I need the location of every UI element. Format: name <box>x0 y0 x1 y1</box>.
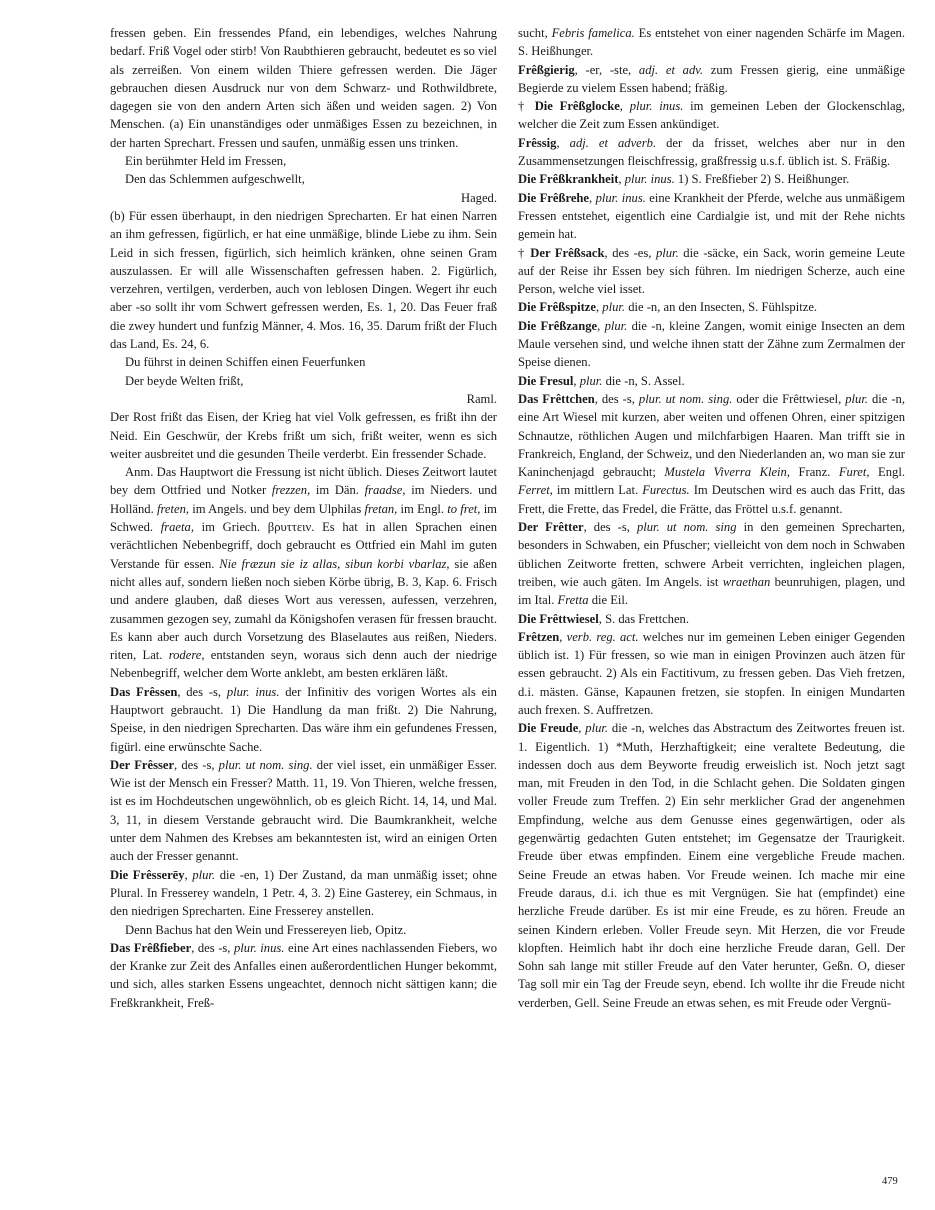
verse-line: Ein berühmter Held im Fressen, <box>125 154 287 169</box>
paragraph: Der Rost frißt das Eisen, der Krieg hat viel Volk gefressen, es frißt ihn der Neid. Ein Geschwür, der Krebs frißt um sich, frißt weiter, wenn es sich weiter ausbreitet und die gesunden Theile verderbt. Ein fressender Schade. <box>110 410 497 461</box>
paragraph: Die Fresul, plur. die -n, S. Assel. <box>518 373 685 388</box>
paragraph: fressen geben. Ein fressendes Pfand, ein lebendiges, welches Nahrung bedarf. Friß Vogel oder stirb! Von Raubthieren gebraucht, bedeutet es so viel als zerreißen. Von einem wilden Thiere gefressen werden. Die Jäger gebrauchen diesen Ausdruck nur von dem Schwarz- und Rothwildbrete, dagegen sie von den andern Arten sich äßen und weiden sagen. 2) Von Menschen. (a) Ein unanständiges oder unmäßiges Essen zu bezeichnen, in der harten Sprechart. Fressen und saufen, unmäßig essen uns trinken. <box>110 26 497 150</box>
paragraph: (b) Für essen überhaupt, in den niedrigen Sprecharten. Er hat einen Narren an ihm gefressen, figürlich, er hat eine unmäßige, blinde Liebe zu ihm. Sein Leid in sich fressen, figürlich, sich heimlich kränken, ohne seinen Gram auszulassen. Er will alle Wissenschaften gefressen haben. 2. Figürlich, verzehren, vertilgen, verderben, auch von leblosen Dingen. Wegert ihr euch aber -so sollt ihr vom Schwert gefressen werden, Es. 1, 20. Das Feuer fraß die zwey hundert und funfzig Männer, 4. Mos. 16, 35. Darum frißt der Fluch das Land, Es. 24, 6. <box>110 208 497 352</box>
right-column <box>518 24 905 1012</box>
paragraph: Denn Bachus hat den Wein und Fressereyen lieb, Opitz. <box>125 922 407 937</box>
paragraph: Frêtzen, verb. reg. act. welches nur im gemeinen Leben einiger Gegenden üblich ist. 1) Für fressen, so wie man in einigen Provinzen auch ätzen für essen gebraucht. 2) Als ein Factitivum, zu fressen geben. Das Vieh fretzen, d.i. mästen. Gänse, Kapaunen fretzen, sie stopfen. In einigen Mundarten auch frexen. S. Auffretzen. <box>518 629 906 717</box>
paragraph: Das Frêssen, des -s, plur. inus. der Infinitiv des vorigen Wortes als ein Hauptwort gebraucht. 1) Die Handlung da man frißt. 2) Die Nahrung, Speise, in den niedrigen Sprecharten. Das wäre ihm ein gefundenes Fressen, figürl. eine erwünschte Sache. <box>110 684 497 754</box>
paragraph: Der Frêtter, des -s, plur. ut nom. sing in den gemeinen Sprecharten, besonders in Schwaben, ein Pfuscher; vielleicht von dem noch in Schwaben üblichen Zeitworte fretten, schwere Arbeit verrichten, ingleichen plagen, treiben, wie auch gäten. Im Angels. ist wraethan beunruhigen, plagen, und im Ital. Fretta die Eil. <box>518 520 905 608</box>
paragraph: sucht, Febris famelica. Es entstehet von einer nagenden Schärfe im Magen. S. Heißhunger. <box>518 26 906 59</box>
paragraph: † Die Frêßglocke, plur. inus. im gemeinen Leben der Glockenschlag, welcher die Zeit zum Essen ankündiget. <box>518 99 905 132</box>
paragraph: Die Freude, plur. die -n, welches das Abstractum des Zeitwortes freuen ist. 1. Eigentlich. 1) *Muth, Herzhaftigkeit; eine veraltete Bedeutung, die indessen doch aus dem Beyworte freudig erweislich ist. Noch jetzt sagt man, mit Freuden in den Tod, in die Schlacht gehen. Die Soldaten gingen voller Freude zum Treffen. 2) Ein sehr merklicher Grad der angenehmen Empfindung, welche aus dem Genusse eines gegenwärtigen, oder als gegenwärtig gedachten Guten entstehet; im Gegensatze der Traurigkeit. Freude über etwas empfinden. Einem eine vergebliche Freude machen. Seine Freude an etwas haben. Vor Freude weinen. Ich mache mir eine Freude daraus, d.i. ich thue es mit Vergnügen. Sie hat (empfindet) eine herzliche Freude darüber. Es ist mir eine Freude, es zu hören. Freude an seinen Kindern erleben. Voller Freude seyn. Mit Herzen, die vor Freude klopften. Heimlich habt ihr doch eine herzliche Freude daran, Gell. Der Sohn sah lange mit stiller Freude auf den Vater herunter, Geßn. O, dieser Tag soll mir ein Tag der Freude seyn, ebend. Ich wollte ihr die Freude nicht verderben, Gell. Seine Freude an etwas sehen, es mit Freude oder Vergnü- <box>518 721 906 1010</box>
paragraph: Frêßgierig, -er, -ste, adj. et adv. zum Fressen gierig, eine unmäßige Begierde zu vielem Essen habend; fräßig. <box>518 62 905 95</box>
citation: Haged. <box>460 190 497 205</box>
verse-line: Den das Schlemmen aufgeschwellt, <box>125 172 305 187</box>
paragraph: Der Frêsser, des -s, plur. ut nom. sing. der viel isset, ein unmäßiger Esser. Wie ist der Mensch ein Fresser? Matth. 11, 19. Von Thieren, welche fressen, ist es im Hochdeutschen ungewöhnlich, ob es gleich Richt. 14, 14, und Mal. 3, 11, in diesem Verstande gebraucht wird. Die Baumkrankheit, welche unter dem Nahmen des Krebses am bekanntesten ist, wird an einigen Orten auch der Fresser genannt. <box>110 757 497 864</box>
page-number: 479 <box>882 1176 898 1187</box>
paragraph: Die Frêßzange, plur. die -n, kleine Zangen, womit einige Insecten an dem Maule versehen sind, und welche ihnen statt der Zähne zum Zermalmen der Speise dienen. <box>518 318 906 370</box>
left-column <box>110 24 497 1012</box>
paragraph: Das Frêßfieber, des -s, plur. inus. eine Art eines nachlassenden Fiebers, wo der Kranke zur Zeit des Anfalles einen außerordentlichen Hunger bekommt, und sich, alles starken Essens ungeachtet, dennoch nicht sättigen kann; die Freßkrankheit, Freß- <box>110 940 497 1010</box>
paragraph: Die Frêttwiesel, S. das Frettchen. <box>518 611 690 626</box>
paragraph: Anm. Das Hauptwort die Fressung ist nicht üblich. Dieses Zeitwort lautet bey dem Ottfried und Notker frezzen, im Dän. fraadse, im Nieders. und Holländ. freten, im Angels. und bey dem Ulphilas fretan, im Engl. to fret, im Schwed. fraeta, im Griech. βρυττειν. Es hat in allen Sprachen einen verächtlichen Nebenbegriff, doch gebraucht es Ottfried ein Mahl im guten Verstande für essen. Nie fræzun sie iz allas, sibun korbi vbarlaz, sie aßen nicht alles auf, sondern ließen noch sieben Körbe übrig, B. 3, Kap. 6. Frisch und andere glauben, daß dieses Wort aus veressen, aufessen, verzehren, zusammen gezogen sey, zumahl da Königshofen verasen für fressen braucht. Es kann aber auch durch Vorsetzung des Blaselautes aus reißen, Nieders. riten, Lat. rodere, entstanden seyn, woraus sich denn auch der niedrige Nebenbegriff, welcher dem Worte anklebt, am besten erklären läßt. <box>110 465 497 681</box>
paragraph: Das Frêttchen, des -s, plur. ut nom. sing. oder die Frêttwiesel, plur. die -n, eine Art Wiesel mit kurzen, aber weiten und offenen Ohren, einer spitzigen Schnautze, röthlichen Augen und milchfarbigen Haaren. Man trifft sie in Frankreich, England, der Schweiz, und den Niederlanden an, wo man sie zur Kaninchenjagd gebraucht; Mustela Viverra Klein, Franz. Furet, Engl. Ferret, im mittlern Lat. Furectus. Im Deutschen wird es auch das Fritt, das Frett, die Frette, das Fredel, die Frätte, das Fröttel u.s.f. genannt. <box>518 391 905 516</box>
paragraph: Die Frêsserēy, plur. die -en, 1) Der Zustand, da man unmäßig isset; ohne Plural. In Fresserey wandeln, 1 Petr. 4, 3. 2) Eine Gasterey, ein Schmaus, in den niedrigen Sprecharten. Eine Fresserey anstellen. <box>110 867 498 919</box>
paragraph: Die Frêßkrankheit, plur. inus. 1) S. Freßfieber 2) S. Heißhunger. <box>518 172 850 187</box>
paragraph: † Der Frêßsack, des -es, plur. die -säcke, ein Sack, worin gemeine Leute auf der Reise ihr Essen bey sich führen. Im niedrigen Scherze, auch eine Person, welche viel isset. <box>518 245 905 297</box>
paragraph: Die Frêßspitze, plur. die -n, an den Insecten, S. Fühlspitze. <box>518 300 818 315</box>
paragraph: Die Frêßrehe, plur. inus. eine Krankheit der Pferde, welche aus unmäßigem Fressen entstehet, eigentlich eine Cardialgie ist, und mit der Rehe nichts gemein hat. <box>518 190 906 242</box>
citation: Raml. <box>466 391 497 406</box>
paragraph: Frêssig, adj. et adverb. der da frisset, welches aber nur in den Zusammensetzungen fleischfressig, graßfressig u.s.f. üblich ist. S. Fräßig. <box>518 135 906 169</box>
verse-line: Der beyde Welten frißt, <box>125 373 244 388</box>
verse-line: Du führst in deinen Schiffen einen Feuerfunken <box>125 355 366 370</box>
